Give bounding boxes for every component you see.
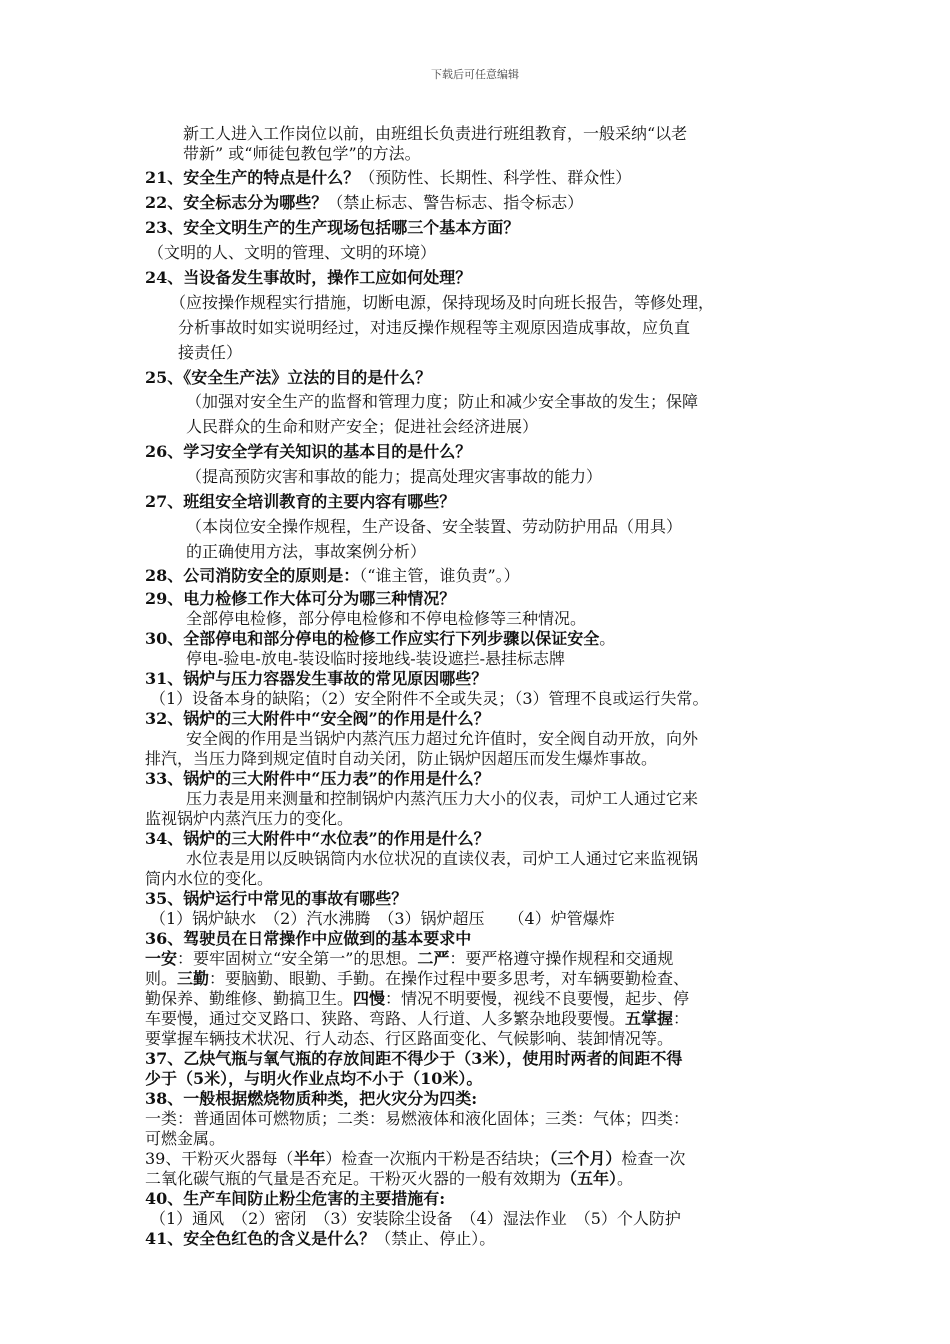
text-line: [145, 989, 805, 1009]
text-line: [145, 929, 785, 949]
text-segment: （1）设备本身的缺陷；（2）安全附件不全或失灵；（3）管理不良或运行失常。: [150, 689, 709, 708]
text-line: [145, 218, 785, 238]
text-segment: ：要脑勤、眼勤、手勤。在操作过程中要多思考，对车辆要勤检查、: [209, 969, 690, 988]
text-line: [145, 949, 805, 969]
text-segment: 人民群众的生命和财产安全；促进社会经济进展）: [186, 417, 539, 436]
text-segment: 一类：普通固体可燃物质；二类：易燃液体和液化固体；三类：气体；四类：: [145, 1109, 690, 1128]
bold-text: 30、全部停电和部分停电的检修工作应实行下列步骤以保证安全: [145, 629, 600, 648]
text-line: [186, 542, 806, 562]
text-segment: 勤保养、勤维修、勤搞卫生。: [145, 989, 354, 1008]
text-line: [186, 392, 806, 412]
bold-text: 少于（5米），与明火作业点均不小于（10米）。: [145, 1069, 483, 1088]
text-segment: 新工人进入工作岗位以前，由班组长负责进行班组教育，一般采纳“以老: [183, 124, 688, 143]
bold-text: 五掌握: [625, 1009, 674, 1028]
text-segment: 压力表是用来测量和控制锅炉内蒸汽压力大小的仪表，司炉工人通过它来: [186, 789, 699, 808]
text-line: [145, 442, 785, 462]
bold-text: 28、公司消防安全的原则是：: [145, 566, 360, 585]
text-segment: ：要严格遵守操作规程和交通规: [449, 949, 674, 968]
text-line: [145, 1029, 805, 1049]
text-line: [145, 829, 785, 849]
text-line: [145, 1129, 805, 1149]
text-line: [145, 1229, 785, 1249]
text-segment: 水位表是用以反映锅筒内水位状况的直读仪表，司炉工人通过它来监视锅: [186, 849, 699, 868]
text-line: [145, 1049, 805, 1069]
text-segment: （“谁主管，谁负责”。）: [359, 566, 520, 585]
text-line: [145, 566, 785, 586]
text-line: [178, 343, 378, 363]
text-line: [145, 268, 785, 288]
text-line: [186, 649, 806, 669]
text-line: [186, 729, 806, 749]
bold-text: 27、班组安全培训教育的主要内容有哪些？: [145, 492, 456, 511]
text-line: [145, 629, 785, 649]
text-line: [145, 368, 785, 388]
text-line: [145, 492, 785, 512]
text-segment: 可燃金属。: [145, 1129, 226, 1148]
bold-text: 29、电力检修工作大体可分为哪三种情况？: [145, 589, 456, 608]
text-segment: （1）通风 （2）密闭 （3）安装除尘设备 （4）湿法作业 （5）个人防护: [150, 1209, 681, 1228]
bold-text: 四慢: [353, 989, 386, 1008]
bold-text: 一安: [145, 949, 178, 968]
text-segment: 带新” 或“师徒包教包学”的方法。: [183, 144, 421, 163]
text-line: [145, 869, 805, 889]
bold-text: 21、安全生产的特点是什么？: [145, 168, 360, 187]
text-segment: ：: [673, 1009, 690, 1028]
text-line: [145, 709, 785, 729]
bold-text: 二严: [417, 949, 450, 968]
bold-text: 37、乙炔气瓶与氧气瓶的存放间距不得少于（3米），使用时两者的间距不得: [145, 1049, 683, 1068]
text-segment: 。: [617, 1169, 634, 1188]
text-segment: （文明的人、文明的管理、文明的环境）: [148, 243, 437, 262]
text-line: [186, 417, 806, 437]
text-segment: ）检查一次瓶内干粉是否结块；: [325, 1149, 550, 1168]
bold-text: 25、《安全生产法》立法的目的是什么？: [145, 368, 432, 387]
bold-text: 41、安全色红色的含义是什么？: [145, 1229, 376, 1248]
text-line: [145, 193, 785, 213]
text-segment: （预防性、长期性、科学性、群众性）: [359, 168, 632, 187]
text-segment: （应按操作规程实行措施，切断电源，保持现场及时向班长报告，等修处理，: [170, 293, 715, 312]
text-line: [145, 769, 785, 789]
text-segment: 排汽，当压力降到规定值时自动关闭，防止锅炉因超压而发生爆炸事故。: [145, 749, 658, 768]
text-segment: 全部停电检修，部分停电检修和不停电检修等三种情况。: [186, 609, 587, 628]
text-line: [186, 467, 806, 487]
text-segment: （加强对安全生产的监督和管理力度；防止和减少安全事故的发生；保障: [186, 392, 699, 411]
bold-text: 40、生产车间防止粉尘危害的主要措施有:: [145, 1189, 446, 1208]
text-line: [145, 168, 785, 188]
text-line: [170, 293, 820, 313]
text-line: [145, 1149, 805, 1169]
page-header: 下载后可任意编辑: [431, 68, 519, 81]
bold-text: 31、锅炉与压力容器发生事故的常见原因哪些？: [145, 669, 488, 688]
bold-text: 半年: [293, 1149, 326, 1168]
text-segment: （提高预防灾害和事故的能力；提高处理灾害事故的能力）: [186, 467, 603, 486]
text-line: [145, 889, 785, 909]
bold-text: 35、锅炉运行中常见的事故有哪些？: [145, 889, 408, 908]
bold-text: （三个月）: [549, 1149, 622, 1168]
bold-text: 38、一般根据燃烧物质种类，把火灾分为四类:: [145, 1089, 478, 1108]
bold-text: 24、当设备发生事故时，操作工应如何处理？: [145, 268, 472, 287]
text-line: [145, 749, 805, 769]
text-segment: ：情况不明要慢，视线不良要慢，起步、停: [385, 989, 690, 1008]
text-line: [150, 1209, 790, 1229]
text-line: [178, 318, 808, 338]
text-line: [186, 789, 806, 809]
bold-text: 33、锅炉的三大附件中“压力表”的作用是什么？: [145, 769, 490, 788]
text-line: [145, 1109, 805, 1129]
text-segment: 的正确使用方法，事故案例分析）: [186, 542, 427, 561]
text-line: [145, 809, 805, 829]
bold-text: 三勤: [177, 969, 210, 988]
text-segment: 39、干粉灭火器每（: [145, 1149, 294, 1168]
text-segment: （本岗位安全操作规程，生产设备、安全装置、劳动防护用品（用具）: [186, 517, 683, 536]
text-segment: 检查一次: [621, 1149, 686, 1168]
bold-text: 26、学习安全学有关知识的基本目的是什么？: [145, 442, 472, 461]
bold-text: 34、锅炉的三大附件中“水位表”的作用是什么？: [145, 829, 490, 848]
text-line: [186, 609, 806, 629]
text-line: [183, 124, 803, 144]
text-segment: （1）锅炉缺水 （2）汽水沸腾 （3）锅炉超压 （4）炉管爆炸: [150, 909, 615, 928]
bold-text: 36、驾驶员在日常操作中应做到的基本要求中: [145, 929, 472, 948]
text-line: [145, 1009, 805, 1029]
text-segment: 车要慢，通过交叉路口、狭路、弯路、人行道、人多繁杂地段要慢。: [145, 1009, 626, 1028]
text-line: [186, 849, 806, 869]
text-segment: 要掌握车辆技术状况、行人动态、行区路面变化、气候影响、装卸情况等。: [145, 1029, 674, 1048]
text-line: [150, 689, 830, 709]
text-segment: （禁止、停止）。: [375, 1229, 496, 1248]
text-segment: （禁止标志、警告标志、指令标志）: [327, 193, 584, 212]
text-segment: 接责任）: [178, 343, 243, 362]
text-segment: 监视锅炉内蒸汽压力的变化。: [145, 809, 354, 828]
text-segment: 。: [599, 629, 616, 648]
text-line: [183, 144, 803, 164]
text-line: [145, 1189, 785, 1209]
text-line: [145, 669, 785, 689]
text-line: [186, 517, 806, 537]
text-segment: 筒内水位的变化。: [145, 869, 274, 888]
bold-text: 32、锅炉的三大附件中“安全阀”的作用是什么？: [145, 709, 490, 728]
text-line: [148, 243, 788, 263]
text-segment: 安全阀的作用是当锅炉内蒸汽压力超过允许值时，安全阀自动开放，向外: [186, 729, 699, 748]
bold-text: （五年）: [561, 1169, 618, 1188]
text-line: [145, 969, 805, 989]
text-segment: ：要牢固树立“安全第一”的思想。: [177, 949, 418, 968]
bold-text: 22、安全标志分为哪些？: [145, 193, 328, 212]
text-segment: 则。: [145, 969, 178, 988]
text-line: [145, 1169, 805, 1189]
text-segment: 停电-验电-放电-装设临时接地线-装设遮拦-悬挂标志牌: [186, 649, 566, 668]
bold-text: 23、安全文明生产的生产现场包括哪三个基本方面？: [145, 218, 520, 237]
text-line: [150, 909, 770, 929]
text-segment: 二氧化碳气瓶的气量是否充足。干粉灭火器的一般有效期为: [145, 1169, 562, 1188]
text-line: [145, 589, 785, 609]
text-line: [145, 1089, 785, 1109]
text-line: [145, 1069, 805, 1089]
text-segment: 分析事故时如实说明经过，对违反操作规程等主观原因造成事故，应负直: [178, 318, 691, 337]
